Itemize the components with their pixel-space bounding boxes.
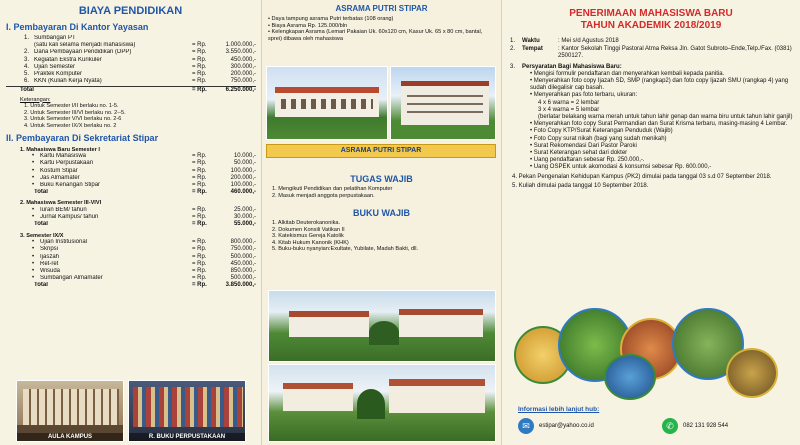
library-caption: R. BUKU PERPUSTAKAAN	[129, 433, 245, 441]
bullet-icon: •	[530, 78, 534, 85]
requirements-heading: 3. Persyaratan Bagi Mahasiswa Baru:	[510, 63, 622, 70]
books-title: BUKU WAJIB	[352, 208, 410, 218]
foundation-total: Total = Rp. 6.250.000,-	[6, 86, 256, 94]
list-item: 1. Untuk Semester I/II berlaku no. 1-5.	[24, 103, 119, 110]
bullet-icon: •	[32, 246, 35, 253]
schedule-row: 1. Waktu : Mei s/d Agustus 2018	[510, 38, 619, 44]
fees-panel	[0, 0, 262, 445]
fee-row: • Kostum Stipar = Rp. 100.000,-	[32, 167, 256, 174]
bullet-icon: •	[530, 164, 534, 171]
email-contact: ✉ estipar@yahoo.co.id	[518, 418, 594, 434]
dorm-info-list	[268, 16, 496, 42]
list-item: 2. Dokumen Konsili Vatikan II	[272, 226, 345, 233]
list-item: 5. Buku-buku nyanyian:Exultate, Yubilate, Madah Bakti, dll.	[272, 246, 419, 252]
list-item: • Menyerahkan foto copy Surat Permandian dan Surat Krisma terbaru, masing-masing 4 Lembar.	[530, 121, 788, 128]
fee-row: • Kartu Mahasiswa = Rp. 10.000,-	[32, 153, 256, 160]
activity-photo-5	[604, 354, 656, 400]
requirements-list	[510, 71, 794, 100]
bullet-icon: •	[530, 92, 534, 99]
fee-row: 3. Kegiatan Ekstra Kurikuler = Rp. 450.000,-	[24, 56, 256, 63]
student-activity-collage	[514, 308, 784, 400]
list-item: • Menyerahkan pas foto terbaru, ukuran:	[530, 92, 638, 99]
list-item: 4. Untuk Semester IX/X berlaku no. 2	[24, 123, 117, 129]
hall-caption: AULA KAMPUS	[17, 433, 123, 441]
foundation-fee-list	[6, 35, 256, 85]
fee-row: • Kartu Perpustakaan = Rp. 50.000,-	[32, 160, 256, 167]
bullet-icon: •	[530, 142, 534, 149]
fee-row: • Ujian Institusional = Rp. 800.000,-	[32, 239, 256, 246]
fee-row: • Ijaszah = Rp. 500.000,-	[32, 253, 256, 260]
bullet-icon: •	[32, 260, 35, 267]
bullet-icon: •	[32, 253, 35, 260]
bullet-icon: •	[530, 121, 534, 128]
list-item: • Foto Copy surat nikah (bagi yang sudah menikah)	[530, 135, 667, 142]
notes-title: Keterangan:	[20, 96, 51, 103]
fee-row: • Jas Almamater = Rp. 200.000,-	[32, 174, 256, 181]
whatsapp-icon: ✆	[662, 418, 678, 434]
fee-row: 1. Sumbangan PT	[24, 35, 76, 41]
semester-3-6-fee-list	[6, 207, 256, 221]
fee-row: 4. Ujian Semester = Rp. 300.000,-	[24, 63, 256, 70]
fee-row: 6. KKN (Kuliah Kerja Nyata) = Rp. 750.000,-	[24, 78, 256, 85]
fees-title: BIAYA PENDIDIKAN	[78, 5, 183, 17]
fee-row: • Skripsi = Rp. 750.000,-	[32, 246, 256, 253]
bullet-icon: •	[32, 239, 35, 246]
tasks-list	[272, 186, 492, 199]
bullet-icon: •	[268, 29, 272, 35]
dorm-title: ASRAMA PUTRI STIPAR	[335, 4, 428, 13]
fee-row: • Jurnal Kampus/ tahun = Rp. 30.000,-	[32, 214, 256, 221]
fee-row: 2. Dana Pembayaan Pendidikan (DPP) = Rp. 3.550.000,-	[24, 49, 256, 56]
admission-details	[510, 38, 794, 190]
bullet-icon: •	[268, 16, 272, 22]
bullet-icon: •	[32, 167, 35, 174]
fee-row: • Wisuda = Rp. 850.000,-	[32, 268, 256, 275]
dorm-panel	[262, 0, 502, 445]
list-item: • Uang pendaftaran sebesar Rp. 250.000,-.	[530, 157, 645, 164]
bullet-icon: •	[530, 128, 534, 135]
admission-panel	[502, 0, 800, 445]
photo-sizes: 4 x 6 warna = 2 lembar 3 x 4 warna = 5 lembar (berlatar belakang warna merah untuk tahun lahir genap dan warna biru untuk tahun lahir ganjil)	[538, 99, 793, 121]
list-item: • Foto Copy KTP/Surat Keterangan Penduduk (Wajib)	[530, 128, 673, 135]
bullet-icon: •	[530, 150, 534, 157]
bullet-icon: •	[32, 268, 35, 275]
list-item: • Daya tampung asrama Putri terbatas (108 orang)	[268, 16, 394, 22]
books-list	[272, 220, 496, 253]
bullet-icon: •	[32, 153, 35, 160]
fee-row: • Ret-ret = Rp. 450.000,-	[32, 260, 256, 267]
bullet-icon: •	[32, 160, 35, 167]
bullet-icon: •	[32, 207, 35, 213]
contact-title: Informasi lebih lanjut hub:	[518, 406, 600, 413]
section-foundation: I. Pembayaran Di Kantor Yayasan	[6, 22, 149, 32]
list-item: • Uang OSPEK untuk akomodasi & konsumsi sebesar Rp. 600.000,-	[530, 164, 712, 171]
list-item: • Kelengkapan Asrama (Lemari Pakaian Uk. 60x120 cm, Kasur Uk. 65 x 80 cm, bantal, sprei) dibawa oleh mahasiswa	[268, 29, 483, 42]
bullet-icon: •	[530, 135, 534, 142]
bullet-icon: •	[530, 70, 534, 77]
activity-photo-6	[726, 348, 778, 398]
fee-row: • Buku Kenangan Stipar = Rp. 100.000,-	[32, 182, 256, 188]
bullet-icon: •	[32, 214, 35, 221]
bullet-icon: •	[530, 157, 534, 164]
fee-row: 5. Praktek Komputer = Rp. 200.000,-	[24, 71, 256, 78]
semester-9-10-fee-list	[6, 239, 256, 282]
list-item: • Menyerahkan foto copy Ijazah SD, SMP (rangkap2) dan foto copy Ijazah SMU (rangkap 4) yang sudah dilegalisir cap basah.	[530, 78, 789, 92]
place-row: 2. Tempat : Kantor Sekolah Tinggi Pastoral Atma Reksa Jln. Gatot Subroto–Ende,Telp./Fax. (0381) 2500127.	[510, 46, 792, 60]
campus-photo-1	[268, 290, 496, 362]
list-item: 1. Alkitab Deuterokanonika.	[272, 220, 341, 226]
list-item: 4. Kitab Hukum Kanonik (KHK)	[272, 239, 349, 246]
dorm-banner: ASRAMA PUTRI STIPAR	[266, 144, 496, 158]
dorm-photo-2	[390, 66, 496, 140]
dorm-photo-1	[266, 66, 388, 140]
notes-list	[6, 103, 256, 129]
semester-3-6-total: Total = Rp. 55.000,-	[34, 221, 256, 228]
campus-photo-2	[268, 364, 496, 442]
list-item: 3. Katekismus Gereja Katolik	[272, 233, 344, 239]
email-icon: ✉	[518, 418, 534, 434]
bullet-icon: •	[32, 182, 35, 188]
group-semester-9-10: 3. Semester IX/X	[20, 232, 64, 239]
requirements-list-2	[510, 121, 794, 171]
fee-row: • Sumbangan Almamater = Rp. 500.000,-	[32, 275, 256, 282]
lecture-start-note: 5. Kuliah dimulai pada tanggal 10 September 2018.	[512, 182, 649, 189]
list-item: 2. Masuk menjadi anggota perpustakaan.	[272, 192, 375, 199]
bullet-icon: •	[32, 275, 35, 282]
fee-row: • Iuran BEM/ tahun = Rp. 25.000,-	[32, 207, 256, 213]
new-student-total: Total = Rp. 460.000,-	[34, 189, 256, 196]
list-item: • Surat Rekomendasi Dari Pastor Paroki	[530, 142, 637, 149]
admission-title: PENERIMAAN MAHASISWA BARU TAHUN AKADEMIK 2018/2019	[569, 8, 733, 31]
orientation-note: 4. Pekan Pengenalan Kehidupan Kampus (PK2) dimulai pada tanggal 03 s.d 07 September 2018.	[512, 173, 772, 180]
group-new-students: 1. Mahasiswa Baru Semester I	[20, 146, 100, 153]
phone-contact: ✆ 082 131 928 544	[662, 418, 728, 434]
hall-photo	[16, 380, 124, 442]
list-item: 3. Untuk Semester V/VI berlaku no. 2-6	[24, 116, 122, 123]
group-semester-3-6: 2. Mahasiswa Semester III-VIVI	[20, 200, 102, 207]
list-item: • Surat Keterangan sehat dari dokter	[530, 150, 628, 157]
bullet-icon: •	[268, 22, 272, 29]
tasks-title: TUGAS WAJIB	[350, 174, 413, 184]
semester-9-10-total: Total = Rp. 3.850.000,-	[34, 282, 256, 289]
new-student-fee-list	[6, 153, 256, 189]
list-item: • Mengisi formulir pendaftaran dan menyerahkan kembali kepada panitia.	[530, 70, 725, 77]
list-item: 1. Mengikuti Pendidikan dan pelatihan Komputer	[272, 186, 393, 192]
library-photo	[128, 380, 246, 442]
list-item: • Biaya Asrama Rp. 125.000/bln	[268, 22, 348, 29]
bullet-icon: •	[32, 174, 35, 181]
section-secretariat: II. Pembayaran Di Sekretariat Stipar	[6, 132, 159, 143]
fee-row: (satu kali selama menjadi mahasiswa) = Rp. 1.000.000,-	[34, 42, 256, 49]
list-item: 2. Untuk Semester III/VI berlaku no. 2--5.	[24, 109, 126, 116]
